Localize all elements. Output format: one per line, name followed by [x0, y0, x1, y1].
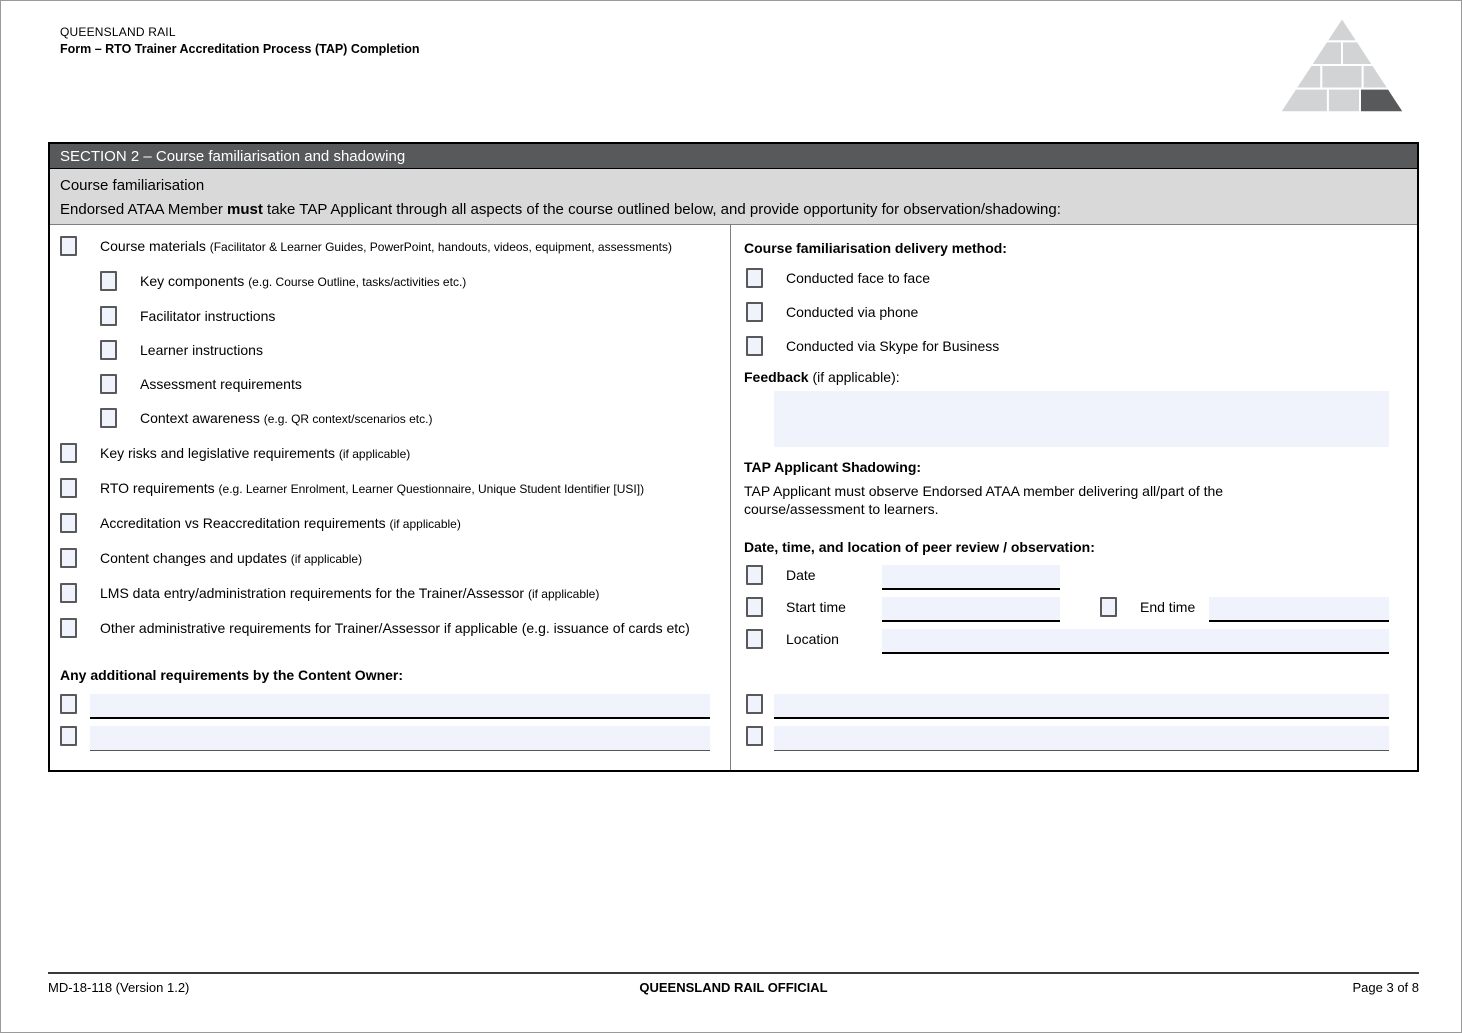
- time-row: [731, 597, 1416, 622]
- checkbox-facilitator-instructions[interactable]: [100, 306, 117, 326]
- document-id: MD-18-118 (Version 1.2): [48, 980, 190, 995]
- checkbox-location[interactable]: [746, 629, 763, 649]
- date-label: Date: [786, 567, 816, 583]
- start-time-input[interactable]: [882, 597, 1060, 622]
- item-label: Content changes and updates: [100, 550, 287, 566]
- item-label: Key risks and legislative requirements: [100, 445, 335, 461]
- item-note: (e.g. QR context/scenarios etc.): [263, 412, 433, 426]
- checkbox-start-time[interactable]: [746, 597, 763, 617]
- checklist-row: [50, 478, 730, 499]
- checklist-row: [50, 271, 730, 292]
- checklist-row: [50, 513, 730, 534]
- checklist-row: [50, 408, 730, 429]
- additional-requirement-row: [50, 726, 730, 751]
- classification-label: QUEENSLAND RAIL OFFICIAL: [639, 980, 828, 995]
- location-label: Location: [786, 631, 839, 647]
- location-input[interactable]: [882, 629, 1389, 654]
- item-note: (Facilitator & Learner Guides, PowerPoint, handouts, videos, equipment, assessments): [209, 240, 672, 254]
- checkbox-additional-left-1[interactable]: [60, 694, 77, 714]
- section-intro-band: [50, 169, 1417, 225]
- item-label: RTO requirements: [100, 480, 215, 496]
- additional-requirement-row: [731, 694, 1416, 719]
- feedback-label: Feedback (if applicable):: [744, 369, 900, 385]
- option-label: Conducted face to face: [786, 270, 930, 286]
- item-label: Accreditation vs Reaccreditation requirements: [100, 515, 386, 531]
- page-footer: [48, 972, 1419, 995]
- item-label: Assessment requirements: [140, 376, 302, 392]
- item-label: Other administrative requirements for Trainer/Assessor if applicable (e.g. issuance of cards etc): [100, 620, 690, 636]
- item-note: (e.g. Course Outline, tasks/activities etc.): [248, 275, 467, 289]
- checklist-row: [50, 306, 730, 326]
- checkbox-rto-requirements[interactable]: [60, 478, 77, 498]
- end-time-input[interactable]: [1209, 597, 1389, 622]
- item-label: Context awareness: [140, 410, 260, 426]
- doc-header: [60, 25, 420, 56]
- additional-right-input-1[interactable]: [774, 694, 1389, 719]
- delivery-option-row: [731, 302, 1416, 322]
- start-time-label: Start time: [786, 599, 846, 615]
- section-body: [50, 225, 1417, 770]
- checkbox-end-time[interactable]: [1100, 597, 1117, 617]
- datetime-heading: Date, time, and location of peer review / observation:: [744, 539, 1095, 555]
- band-intro: Endorsed ATAA Member must take TAP Applicant through all aspects of the course outlined below, and provide opportunity for observation/shadowing:: [60, 201, 1061, 218]
- checkbox-additional-right-2[interactable]: [746, 726, 763, 746]
- date-input[interactable]: [882, 565, 1060, 590]
- checkbox-learner-instructions[interactable]: [100, 340, 117, 360]
- course-materials-column: [50, 225, 731, 770]
- checkbox-key-risks[interactable]: [60, 443, 77, 463]
- item-label: Key components: [140, 273, 245, 289]
- section-title: SECTION 2 – Course familiarisation and shadowing: [60, 148, 406, 165]
- checkbox-key-components[interactable]: [100, 271, 117, 291]
- checkbox-lms-data-entry[interactable]: [60, 583, 77, 603]
- delivery-option-row: [731, 268, 1416, 288]
- additional-requirement-row: [731, 726, 1416, 751]
- item-note: (e.g. Learner Enrolment, Learner Questionnaire, Unique Student Identifier [USI]): [218, 482, 645, 496]
- section-2-table: [48, 142, 1419, 772]
- band-subtitle: Course familiarisation: [60, 177, 205, 194]
- additional-right-input-2[interactable]: [774, 726, 1389, 751]
- additional-requirement-row: [50, 694, 730, 719]
- additional-left-input-2[interactable]: [90, 726, 710, 751]
- form-title: Form – RTO Trainer Accreditation Process (TAP) Completion: [60, 42, 420, 56]
- shadowing-heading: TAP Applicant Shadowing:: [744, 459, 922, 475]
- item-label: Course materials: [100, 238, 206, 254]
- location-row: [731, 629, 1416, 654]
- checkbox-content-changes[interactable]: [60, 548, 77, 568]
- checklist-row: [50, 548, 730, 569]
- feedback-textarea[interactable]: [774, 391, 1389, 447]
- page-number: Page 3 of 8: [1352, 980, 1419, 995]
- item-note: (if applicable): [527, 587, 600, 601]
- additional-left-input-1[interactable]: [90, 694, 710, 719]
- additional-requirements-heading: Any additional requirements by the Content Owner:: [60, 667, 404, 683]
- checkbox-additional-left-2[interactable]: [60, 726, 77, 746]
- checkbox-course-materials[interactable]: [60, 236, 77, 256]
- checklist-row: [50, 374, 730, 394]
- checkbox-face-to-face[interactable]: [746, 268, 763, 288]
- option-label: Conducted via phone: [786, 304, 919, 320]
- delivery-option-row: [731, 336, 1416, 356]
- end-time-label: End time: [1140, 599, 1196, 615]
- checklist-row: [50, 340, 730, 360]
- checkbox-other-admin-requirements[interactable]: [60, 618, 77, 638]
- item-note: (if applicable): [290, 552, 363, 566]
- checkbox-assessment-requirements[interactable]: [100, 374, 117, 394]
- item-note: (if applicable): [389, 517, 461, 531]
- item-label: LMS data entry/administration requirements for the Trainer/Assessor: [100, 585, 525, 601]
- date-row: [731, 565, 1416, 590]
- item-note: (if applicable): [338, 447, 411, 461]
- checkbox-via-skype[interactable]: [746, 336, 763, 356]
- checkbox-additional-right-1[interactable]: [746, 694, 763, 714]
- checklist-row: [50, 443, 730, 464]
- option-label: Conducted via Skype for Business: [786, 338, 1000, 354]
- delivery-shadowing-column: [731, 225, 1416, 770]
- checklist-row: [50, 236, 730, 257]
- item-label: Facilitator instructions: [140, 308, 276, 324]
- delivery-method-heading: Course familiarisation delivery method:: [744, 240, 1007, 256]
- checklist-row: [50, 583, 730, 604]
- checkbox-via-phone[interactable]: [746, 302, 763, 322]
- section-header: [50, 144, 1417, 169]
- queensland-rail-logo-icon: [1278, 14, 1406, 116]
- checkbox-date[interactable]: [746, 565, 763, 585]
- checklist-row: [50, 618, 730, 638]
- org-name: QUEENSLAND RAIL: [60, 25, 176, 39]
- checkbox-context-awareness[interactable]: [100, 408, 117, 428]
- shadowing-text: TAP Applicant must observe Endorsed ATAA member delivering all/part of the course/assessment to learners.: [744, 483, 1224, 517]
- item-label: Learner instructions: [140, 342, 263, 358]
- checkbox-accreditation-vs-reaccreditation[interactable]: [60, 513, 77, 533]
